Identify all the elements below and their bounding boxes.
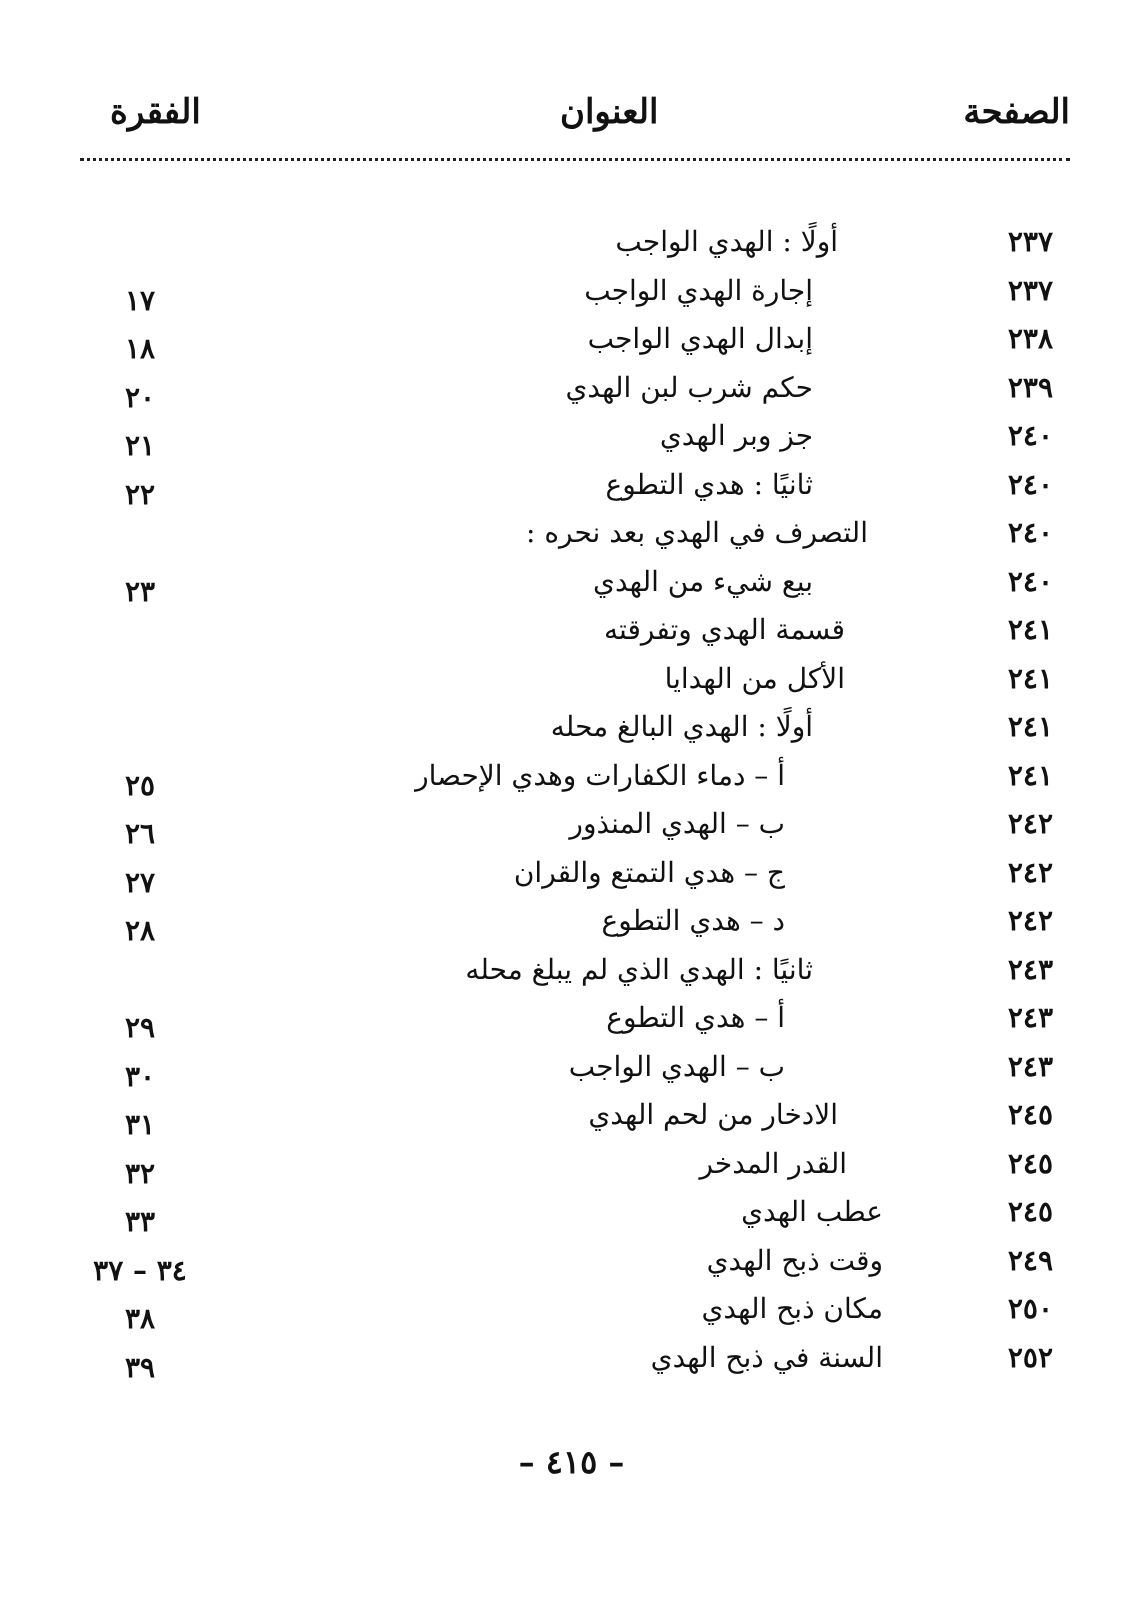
row-title: قسمة الهدي وتفرقته	[604, 613, 845, 646]
row-page-number: ٢٣٨	[1007, 322, 1053, 355]
row-page-number: ٢٣٧	[1007, 273, 1053, 307]
row-title: عطب الهدي	[741, 1195, 883, 1228]
index-entries	[0, 220, 1143, 1384]
row-page-number: ٢٥٠	[1007, 1292, 1053, 1325]
row-title: إجارة الهدي الواجب	[584, 273, 813, 307]
row-title: أولًا : الهدي الواجب	[615, 225, 838, 258]
row-page-number: ٢٤٢	[1007, 807, 1053, 840]
row-page-number: ٢٤١	[1007, 710, 1053, 743]
index-row	[0, 220, 1143, 269]
row-title: وقت ذبح الهدي	[706, 1243, 883, 1277]
row-title: الأكل من الهدايا	[664, 661, 845, 695]
row-title: جز وبر الهدي	[659, 419, 813, 452]
row-title: ب – الهدي الواجب	[568, 1049, 785, 1083]
row-page-number: ٢٤١	[1007, 758, 1053, 792]
row-title: بيع شيء من الهدي	[593, 564, 813, 598]
row-paragraph-number: ١٨	[124, 332, 156, 365]
row-paragraph-number: ٣١	[124, 1108, 156, 1141]
row-paragraph-number: ٢٣	[124, 574, 156, 608]
row-page-number: ٢٥٢	[1007, 1340, 1053, 1374]
index-row	[0, 1239, 1143, 1288]
index-row	[0, 1336, 1143, 1385]
row-paragraph-number: ٢٩	[124, 1011, 156, 1044]
dotted-divider	[80, 158, 1070, 161]
row-page-number: ٢٤٩	[1007, 1243, 1053, 1277]
row-page-number: ٢٤٠	[1007, 564, 1053, 598]
row-page-number: ٢٤٥	[1007, 1195, 1053, 1228]
index-row	[0, 851, 1143, 900]
row-page-number: ٢٤٥	[1007, 1146, 1053, 1180]
row-page-number: ٢٤١	[1007, 661, 1053, 695]
index-row	[0, 511, 1143, 560]
row-title: حكم شرب لبن الهدي	[565, 370, 813, 404]
row-paragraph-number: ٢٥	[124, 768, 156, 802]
index-row	[0, 657, 1143, 706]
index-row	[0, 608, 1143, 657]
row-paragraph-number: ٢١	[124, 429, 156, 462]
row-page-number: ٢٣٩	[1007, 370, 1053, 404]
header-page-column: الصفحة	[963, 92, 1070, 132]
row-title: الادخار من لحم الهدي	[588, 1098, 838, 1131]
row-paragraph-number: ٢٦	[124, 817, 156, 850]
header-paragraph-column: الفقرة	[110, 92, 201, 132]
index-row	[0, 560, 1143, 609]
row-paragraph-number: ٣٩	[124, 1350, 156, 1384]
row-title: د – هدي التطوع	[601, 904, 785, 937]
row-page-number: ٢٤٠	[1007, 516, 1053, 549]
table-header	[80, 82, 1070, 142]
row-paragraph-number: ٢٢	[124, 477, 156, 511]
index-row	[0, 1093, 1143, 1142]
index-row	[0, 1287, 1143, 1336]
row-page-number: ٢٤٣	[1007, 952, 1053, 986]
row-paragraph-number: ٢٠	[124, 380, 156, 414]
index-row	[0, 463, 1143, 512]
index-row	[0, 996, 1143, 1045]
row-paragraph-number: ٢٨	[124, 914, 156, 947]
row-page-number: ٢٤٥	[1007, 1098, 1053, 1131]
row-title: ثانيًا : هدي التطوع	[605, 467, 813, 501]
index-row	[0, 1142, 1143, 1191]
row-title: أ – هدي التطوع	[606, 1001, 785, 1034]
index-row	[0, 899, 1143, 948]
index-row	[0, 366, 1143, 415]
row-page-number: ٢٤٠	[1007, 467, 1053, 501]
index-row	[0, 269, 1143, 318]
row-page-number: ٢٤٣	[1007, 1049, 1053, 1083]
row-title: أ – دماء الكفارات وهدي الإحصار	[415, 758, 785, 792]
row-title: أولًا : الهدي البالغ محله	[550, 710, 813, 743]
index-row	[0, 317, 1143, 366]
row-page-number: ٢٤١	[1007, 613, 1053, 646]
index-row	[0, 414, 1143, 463]
row-paragraph-number: ٣٤ – ٣٧	[93, 1253, 187, 1287]
page-number-footer: – ٤١٥ –	[518, 1443, 625, 1481]
row-title: التصرف في الهدي بعد نحره :	[526, 516, 868, 549]
index-row	[0, 802, 1143, 851]
row-page-number: ٢٤٣	[1007, 1001, 1053, 1034]
row-paragraph-number: ٢٧	[124, 865, 156, 899]
row-title: السنة في ذبح الهدي	[650, 1340, 883, 1374]
index-row	[0, 705, 1143, 754]
row-title: القدر المدخر	[699, 1146, 847, 1180]
index-row	[0, 1190, 1143, 1239]
row-title: مكان ذبح الهدي	[701, 1292, 883, 1325]
index-row	[0, 1045, 1143, 1094]
row-title: ثانيًا : الهدي الذي لم يبلغ محله	[465, 952, 813, 986]
index-row	[0, 754, 1143, 803]
row-page-number: ٢٣٧	[1007, 225, 1053, 258]
index-row	[0, 948, 1143, 997]
row-paragraph-number: ٣٨	[124, 1302, 156, 1335]
row-paragraph-number: ٣٢	[124, 1156, 156, 1190]
row-paragraph-number: ١٧	[124, 283, 156, 317]
row-paragraph-number: ٣٠	[124, 1059, 156, 1093]
row-title: إبدال الهدي الواجب	[587, 322, 813, 355]
row-page-number: ٢٤٢	[1007, 855, 1053, 889]
row-page-number: ٢٤٠	[1007, 419, 1053, 452]
row-paragraph-number: ٣٣	[124, 1205, 156, 1238]
header-title-column: العنوان	[560, 92, 659, 132]
row-title: ب – الهدي المنذور	[569, 807, 785, 840]
row-page-number: ٢٤٢	[1007, 904, 1053, 937]
row-title: ج – هدي التمتع والقران	[513, 855, 785, 889]
